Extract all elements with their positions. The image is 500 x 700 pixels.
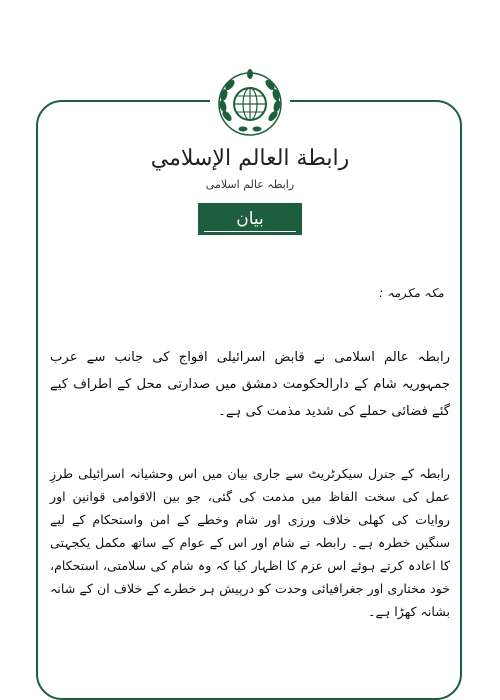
org-name-urdu: رابطہ عالم اسلامی [205, 178, 295, 191]
globe-wreath-emblem-icon [210, 66, 290, 144]
dateline-place: مکہ مکرمہ : [379, 286, 444, 300]
org-name-arabic: رابطة العالم الإسلامي [150, 146, 350, 171]
paragraph-2: رابطہ کے جنرل سیکرٹریٹ سے جاری بیان میں اس وحشیانہ اسرائیلی طرزِ عمل کی سخت الفاظ میں مذمت کی گئی، جو بین الاقوامی قوانین اور روایات کی کھلی خلاف ورزی اور شام وخطے کے امن واستحکام کے لیے سنگین خطرہ ہے۔ رابطہ نے شام اور اس کے عوام کے ساتھ مکمل یکجہتی کا اعادہ کرتے ہوئے اس عزم کا اظہار کیا کہ وہ شام کی سلامتی، استحکام، خود مختاری اور جغرافیائی وحدت کو درپیش ہر خطرے کے خلاف ان کے شانہ بشانہ کھڑا ہے۔ [50, 466, 450, 619]
statement-title-banner: بیان [198, 203, 302, 235]
paragraph-1: رابطہ عالم اسلامی نے قابض اسرائیلی افواج کی جانب سے عرب جمہوریہ شام کے دارالحکومت دمشق میں صدارتی محل کے اطراف کیے گئے فضائی حملے کی شدید مذمت کی ہے۔ [50, 350, 450, 419]
